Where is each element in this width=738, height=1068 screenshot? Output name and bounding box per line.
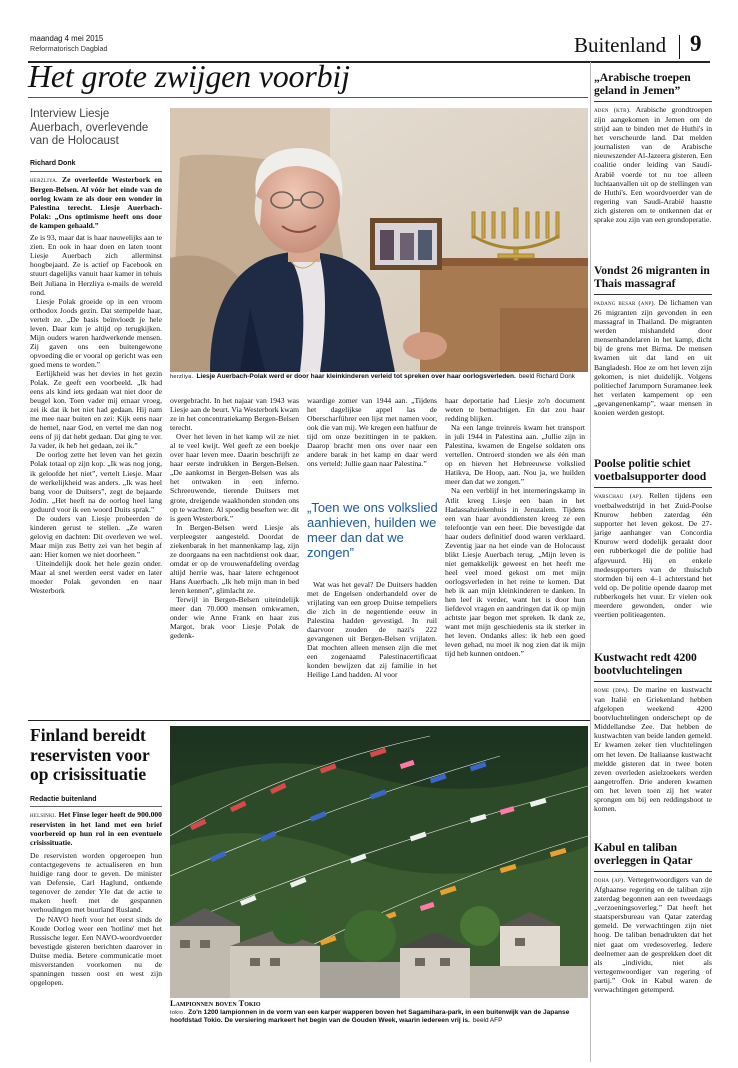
issue-date: maandag 4 mei 2015: [30, 34, 104, 43]
main-headline: Het grote zwijgen voorbij: [28, 58, 350, 94]
brief-title: Kustwacht redt 4200 bootvluchtelingen: [594, 651, 697, 677]
lead-paragraph: herzliya. Ze overleefde Westerbork en Bergen-Belsen. Al vóór het einde van de oorlog kwam ze als door een wonder in Palestina terecht. Liesje Auerbach-Polak: „Ons optimisme heeft ons door de kampen gehaald.”: [30, 175, 163, 231]
finland-author: Redactie buitenland: [30, 796, 97, 803]
article-column-1: herzliya. Ze overleefde Westerbork en Bergen-Belsen. Al vóór het einde van de oorlog kwam ze als door een wonder in Palestina terecht. Liesje Auerbach-Polak: „Ons optimisme heeft ons door de kampen gehaald.” Ze is 93, maar dat is haar nauwelijks aan te zien. En ook in haar doen en laten toont Liesje Auerbach zich allerminst hoogbejaard. Ze is actief op Facebook en stuurt dagelijks vanuit haar kamer in tehuis Beit Juliana in Herzliya e-mails de wereld rond. Liesje Polak groeide op in een vroom orthodox Joods gezin. Dat stempelde haar, vertelt ze. „De basis beïnvloedt je hele leven. Daar kun je altijd op terugkijken. Mijn ouders waren hardwerkende mensen. Zij gaven ons een buitengewone opvoeding die er vooral op gericht was een goed mens te worden.” Eerlijkheid was het devies in het gezin Polak. Ze geeft een voorbeeld. „Ik had eens als kind iets gedaan wat niet door de beugel kon. Toen vader mij ernaar vroeg, zei ik dat ik het niet had gedaan. Hij nam me mee naar buiten en zei: Kijk eens naar de hemel, naar God, en vertel me dan nog eens of jij dat hebt gedaan. Dat ging te ver. Ja vader, ik heb het gedaan, zei ik.” De oorlog zette het leven van het gezin Polak totaal op zijn kop. „Ik was nog jong, ik geloofde het niet”, vertelt Liesje. Maar de werkelijkheid was anders. „Ik was heel bang voor de Duitsers”, zegt de bejaarde Jodin. „Het heeft na de oorlog heel lang geduurd voor ik een woord Duits sprak.” De ouders van Liesje probeerden de kinderen gerust te stellen. „Ze waren gelovig en dachten: Dit overleven we wel. Maar mijn zus Betty zei van het begin af aan: Hier komen we niet doorheen.” Uiteindelijk dook het hele gezin onder. Maar al snel werden eerst vader en later moeder Polak gevonden en naar Westerbork: [30, 175, 163, 596]
newspaper-name: Reformatorisch Dagblad: [30, 44, 108, 53]
article-column-3b: Wat was het geval? De Duitsers hadden met de Engelsen onderhandeld over de vrijlating van een groep Duitse tempeliers die zich in de negentiende eeuw in Palestina hadden gevestigd. In ruil daarvoor zouden de nazi's 222 gevangenen uit Bergen-Belsen vrijlaten. Dat mochten alleen mensen zijn die met een zogenaamd Palestinacertificaat konden bewijzen dat zij familie in het Heilige Land hadden. Al voor: [307, 580, 437, 680]
lanterns-photo: [170, 726, 588, 998]
sidebar-brief-thailand: Vondst 26 migranten in Thais massagraf padang besar (anp). De lichamen van 26 migranten zijn gevonden in een massagraf in Thailand. De migranten werden mishandeld door mensenhandelaren in het kamp, dicht bij de grens met Birma. De mensen kwamen uit dat land en uit Bangladesh. Hoe ze om het leven zijn gekomen, is niet duidelijk. Volgens politiechef Jarumporn Suramanee leek het verlaten kampement op een „gevangenenkamp”, waar mensen in kooien werden gestopt.: [594, 264, 712, 417]
section-title: Buitenland: [574, 33, 667, 57]
brief-title: Vondst 26 migranten in Thais massagraf: [594, 264, 710, 290]
brief-title: Kabul en taliban overleggen in Qatar: [594, 841, 693, 867]
headline-rule: [28, 97, 588, 98]
finland-lead: helsinki. Het Finse leger heeft de 900.000 reservisten in het land met een brief voorbereid op hun rol in een eventuele crisissituatie.: [30, 810, 162, 848]
section-divider: [28, 720, 590, 721]
brief-title: „Arabische troepen geland in Jemen”: [594, 71, 691, 97]
sidebar-brief-coastguard: Kustwacht redt 4200 bootvluchtelingen rome (dpa). De marine en kustwacht van Italië en Griekenland hebben afgelopen weekend 4200 bootvluchtelingen onderschept op de Middellandse Zee. Dat hebben de kustwachten van beide landen gemeld. Er kwamen zeker tien vluchtelingen om het leven. De Italiaanse kustwacht meldde gisteren dat in twee boten zeven overleden asielzoekers werden aangetroffen. Drie anderen kwamen om het leven toen zij het water sprongen om bij een reddingsboot te komen.: [594, 651, 712, 813]
portrait-illustration: [170, 108, 588, 372]
lanterns-caption: Lampionnen boven Tokio tokio. Zo'n 1200 lampionnen in de vorm van een karper wapperen boven het Sagamihara-park, in een buitenwijk van de Japanse hoofdstad Tokio. De versiering markeert het begin van de Gouden Week, waarin iedereen vrij is. beeld AFP: [170, 999, 588, 1026]
article-column-3a: waardige zomer van 1944 aan. „Tijdens het dagelijkse appel las de Oberscharführer een lijst met namen voor, ook die van mij. We kregen een halfuur de tijd om onze bezittingen in te pakken. Daarop bracht men ons over naar een andere barak in het kamp en daar werd ons verteld: Jullie gaan naar Palestina.”: [307, 396, 437, 469]
portrait-caption: herzliya. Liesje Auerbach-Polak werd er door haar kleinkinderen verleid tot spreken over haar oorlogsverleden. beeld Richard Donk: [170, 373, 575, 380]
lanterns-illustration: [170, 726, 588, 998]
sidebar-brief-poland: Poolse politie schiet voetbalsupporter dood warschau (ap). Rellen tijdens een voetbalwedstrijd in het Zuid-Poolse Knurow hebben zaterdag één supporter het leven gekost. De 27-jarige aanhanger van Concordia Knurow werd dodelijk geraakt door een rubberkogel die de politie had afgevuurd. Hij en enkele medesupporters van de thuisclub stormden bij een 4–1 achterstand het veld op. De politie opende daarop met rubberkogels het vuur. Er vielen ook meerdere gewonden, onder wie veertien politieagenten.: [594, 457, 712, 619]
article-author: Richard Donk: [30, 160, 76, 167]
sidebar-brief-qatar: Kabul en taliban overleggen in Qatar doha (ap). Vertegenwoordigers van de Afghaanse regering en de taliban zijn zaterdag begonnen aan een tweedaags „verzoeningsoverleg.” Dat heeft het staatspersbureau van Qatar zaterdag gemeld. De verwachtingen zijn niet hoog. De taliban benadrukten dat het niet gaat om vredesoverleg. Iedere deelnemer aan de gesprekken doet dit als „individu, niet als vertegenwoordiger van regering of partij.” Ook in Kabul waren de verwachtingen getemperd.: [594, 841, 712, 994]
sidebar-divider: [590, 62, 591, 1062]
finland-headline: Finland bereidt reservisten voor op crisissituatie: [30, 725, 150, 784]
pull-quote: „Toen we ons volkslied aanhieven, huilden we meer dan dat we zongen”: [307, 500, 438, 560]
header-divider: [679, 35, 680, 59]
finland-body: helsinki. Het Finse leger heeft de 900.000 reservisten in het land met een brief voorbereid op hun rol in een eventuele crisissituatie. De reservisten worden opgeroepen hun contactgegevens te actualiseren en hun huidige rang door te geven. De minister van Defensie, Carl Haglund, ontkende tegenover de zender Yle dat de actie te maken heeft met de gespannen verhoudingen met buurland Rusland. De NAVO heeft voor het eerst sinds de Koude Oorlog weer een 'hotline' met het Russische leger. Een NAVO-woordvoerder bevestigde gisteren berichten daarover in Duitse media. Betere communicatie moet misverstanden voorkomen nu de spanningen tussen oost en west zijn opgelopen.: [30, 810, 162, 987]
brief-title: Poolse politie schiet voetbalsupporter dood: [594, 457, 707, 483]
portrait-photo: [170, 108, 588, 372]
sidebar-brief-yemen: „Arabische troepen geland in Jemen” aden (ktr). Arabische grondtroepen zijn aangekomen in Jemen om de strijd aan te binden met de Huthi's in het verscheurde land. Dat melden journalisten van de Arabische nieuwszender Al-Jazeera gisteren. Een coalitie onder leiding van Saudi-Arabië voerde tot nu toe alleen luchtaanvallen uit op de stellingen van de Huthi's. Een woordvoerder van de regering van Saudi-Arabië haastte zich gisteren om te ontkennen dat er sprake zou zijn van een grondoperatie.: [594, 71, 712, 224]
lanterns-title: Lampionnen boven Tokio: [170, 999, 261, 1008]
article-column-4: haar deportatie had Liesje zo'n document weten te bemachtigen. En dat zou haar redding blijken. Na een lange treinreis kwam het transport in juli 1944 in Palestina aan. „Jullie zijn in Palestina, kwamen de Engelse soldaten ons vertellen. Ontroerd stonden we als één man op en hieven het Hebreeuwse volkslied Hatikva, De Hoop, aan. Nou ja, we huilden meer dan dat we zongen.” Na een verblijf in het interneringskamp in Atlit kreeg Liesje een baan in het Hadassahziekenhuis in Jeruzalem. Tijdens een van haar avonddiensten kreeg ze een telefoontje van een heer. Die bevestigde dat haar ouders definitief dood waren verklaard. Zeventig jaar na het einde van de Holocaust blikt Liesje Auerbach terug. „Mijn leven is niet gemakkelijk geweest en het heeft me heel veel moed gekost om met mijn oorlogsverleden in het reine te komen. Dat heb ik aan mijn kleinkinderen te danken. In hen leef ik verder, want het is door hun liefdevol vragen en aandringen dat ik op mijn achtste jaar begon met spreken. Ik dank ze, want met mijn geschiedenis sta ik sterker in het leven. Ondanks alles: ik heb een goed leven gehad, nu moet ik nog zien dat ik mijn tijd heb kunnen ontdoen.”: [445, 396, 585, 659]
article-kicker: Interview Liesje Auerbach, overlevende van de Holocaust: [30, 108, 149, 148]
article-column-2: overgebracht. In het najaar van 1943 was Liesje aan de beurt. Via Westerbork kwam ze in het concentratiekamp Bergen-Belsen terecht. Over het leven in het kamp wil ze niet al te veel kwijt. Wel geeft ze een boekje over haar leven mee. Daarin beschrijft ze haar eerste indrukken in Bergen-Belsen. „De aankomst in Bergen-Belsen was als het ontwaken in een inferno. Schreeuwende, tierende Duitsers met grote, dreigende waakhonden stonden ons op te wachten. Al spoedig beseften we: dit is geen Westerbork.” In Bergen-Belsen werd Liesje als verpleegster aangesteld. Doordat de ziekenbarak in het mannenkamp lag, zijn ze doorgaans na een nachtdienst ook daar, omdat er op de vrouwenafdeling overdag altijd herrie was, haar latere echtgenoot Hans Auerbach. „Ik heb mijn man in bed leren kennen”, glimlacht ze. Terwijl in Bergen-Belsen uiteindelijk meer dan 70.000 mensen omkwamen, onder wie Anne Frank en haar zus Margot, brak voor Liesje Polak de gedenk-: [170, 396, 299, 641]
page-number: 9: [690, 31, 702, 56]
